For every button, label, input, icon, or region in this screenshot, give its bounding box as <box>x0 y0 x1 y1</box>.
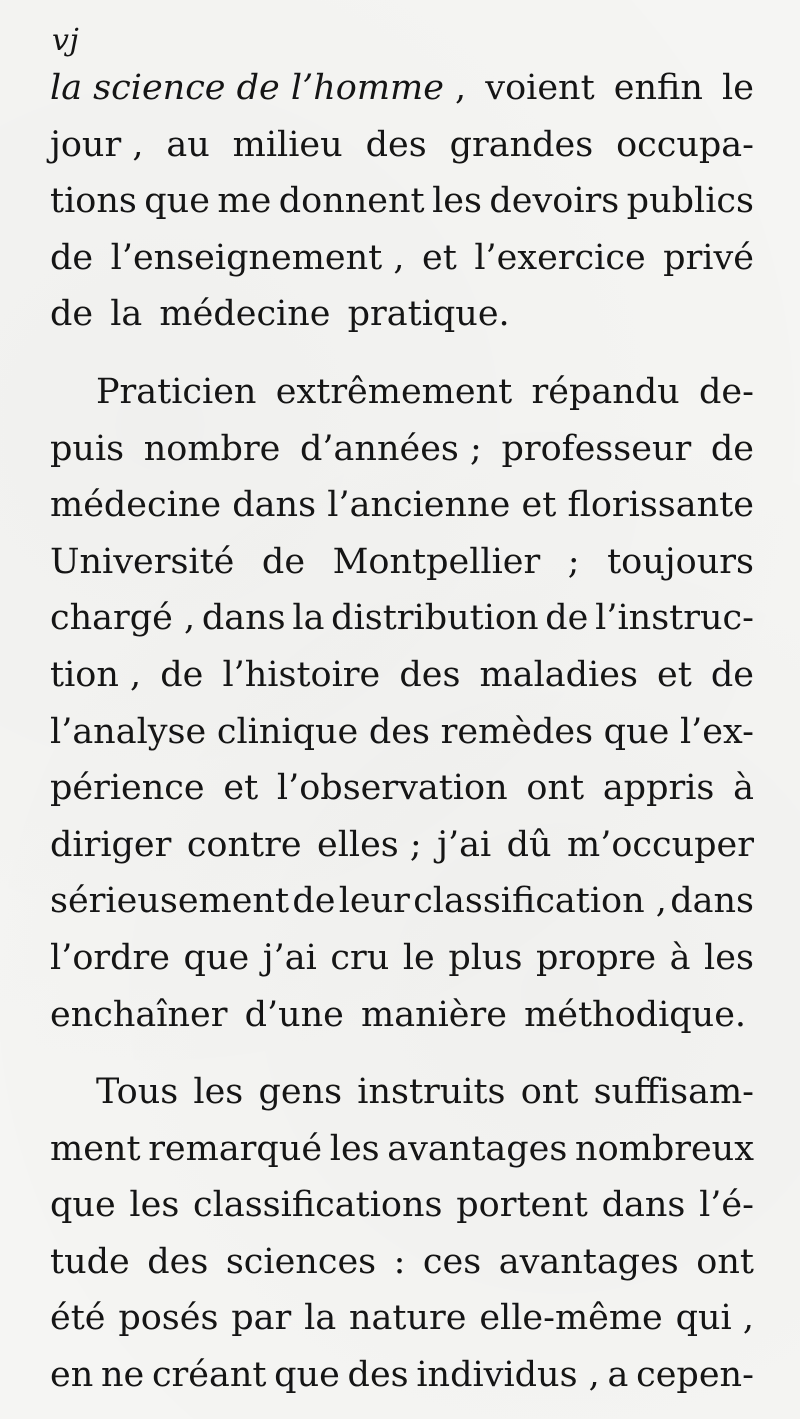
word: puis <box>50 428 125 469</box>
paragraph-gap <box>50 343 754 364</box>
word: avantages <box>387 1128 568 1169</box>
word: : <box>393 1241 406 1282</box>
word: dans <box>201 598 286 639</box>
word: ces <box>422 1241 482 1282</box>
word: et <box>422 237 457 278</box>
word: ont <box>696 1241 754 1282</box>
paragraph <box>50 60 754 343</box>
word: dans <box>601 1185 686 1226</box>
word: les <box>129 1185 180 1226</box>
word: au <box>166 124 210 165</box>
word: en <box>50 1355 94 1396</box>
word: que <box>50 1185 116 1226</box>
word: et <box>657 654 692 695</box>
word: nature <box>349 1298 467 1339</box>
word: de <box>50 237 94 278</box>
word: florissante <box>567 485 754 526</box>
word: elle-même <box>479 1298 663 1339</box>
word: qui , <box>675 1298 754 1339</box>
word: diriger <box>50 824 172 865</box>
word: les <box>193 1072 244 1113</box>
word: de <box>545 598 589 639</box>
word: périence <box>50 768 205 809</box>
word: des <box>147 1241 209 1282</box>
word: gens <box>258 1072 343 1113</box>
word: médecine <box>50 485 222 526</box>
word: des <box>399 654 461 695</box>
word: extrêmement <box>275 371 513 412</box>
word: répandu <box>531 371 680 412</box>
word: de- <box>699 371 754 412</box>
word: jour , <box>50 124 144 165</box>
word: tude <box>50 1241 130 1282</box>
word: et <box>521 485 557 526</box>
text-line <box>50 873 754 930</box>
word: a <box>607 1355 629 1396</box>
word: par <box>231 1298 292 1339</box>
word: devoirs <box>489 181 620 222</box>
word: cru <box>330 937 390 978</box>
word: grandes <box>449 124 594 165</box>
text-line <box>50 477 754 534</box>
word: des <box>365 124 427 165</box>
word: j’ai <box>437 824 492 865</box>
word: sciences <box>225 1241 377 1282</box>
word: instruits <box>357 1072 506 1113</box>
word: que <box>603 711 670 752</box>
word: ; <box>567 541 580 582</box>
text-line <box>50 1121 754 1178</box>
word: elles ; <box>316 824 422 865</box>
word: remèdes <box>440 711 594 752</box>
text-line <box>50 230 754 287</box>
word: Praticien <box>96 371 257 412</box>
word: contre <box>186 824 302 865</box>
text-line <box>50 421 754 478</box>
text-line <box>50 117 754 174</box>
text-line <box>50 817 754 874</box>
text-line <box>50 1064 754 1121</box>
word: ne <box>100 1355 145 1396</box>
word: de <box>261 541 306 582</box>
word: la science de l’homme , <box>50 68 467 108</box>
word: leur <box>338 881 410 922</box>
word: Tous <box>96 1072 179 1113</box>
word: que <box>274 1355 340 1396</box>
word: publics <box>626 181 754 222</box>
word: maladies <box>479 654 638 695</box>
word: classification , <box>413 881 667 922</box>
text-line <box>50 534 754 591</box>
text-line <box>50 647 754 704</box>
text-line <box>50 1177 754 1234</box>
text-line <box>50 590 754 647</box>
word: l’enseignement , <box>110 237 405 278</box>
text-line <box>50 987 754 1044</box>
word: Université <box>50 541 235 582</box>
word: la <box>292 598 325 639</box>
word: ont <box>526 768 585 809</box>
word: chargé , <box>50 598 196 639</box>
word: les <box>704 937 754 978</box>
word: cepen- <box>636 1355 754 1396</box>
text-line <box>50 60 754 117</box>
word: l’observation <box>276 768 508 809</box>
word: créant <box>151 1355 267 1396</box>
word: nombre <box>143 428 281 469</box>
word: les <box>329 1128 380 1169</box>
word: que <box>144 181 210 222</box>
word: milieu <box>232 124 343 165</box>
word: l’ancienne <box>327 485 511 526</box>
word: ment <box>50 1128 141 1169</box>
word: toujours <box>607 541 754 582</box>
word: l’é- <box>699 1185 754 1226</box>
word: enchaîner d’une manière méthodique. <box>50 994 747 1035</box>
text-line <box>50 930 754 987</box>
paragraph <box>50 364 754 1043</box>
word: individus , <box>416 1355 600 1396</box>
text-line <box>50 173 754 230</box>
word: tion , <box>50 654 142 695</box>
word: le <box>402 937 435 978</box>
word: l’analyse <box>50 711 207 752</box>
word: suffisam- <box>593 1072 754 1113</box>
word: professeur <box>501 428 692 469</box>
word: l’histoire <box>222 654 381 695</box>
word: de la médecine pratique. <box>50 294 510 335</box>
word: l’ex- <box>679 711 754 752</box>
word: nombreux <box>575 1128 754 1169</box>
word: appris <box>602 768 715 809</box>
word: le <box>722 68 754 108</box>
word: voient <box>485 68 595 108</box>
word: plus <box>448 937 523 978</box>
word: que <box>183 937 250 978</box>
word: sérieusement <box>50 881 290 922</box>
text-line <box>50 704 754 761</box>
word: donnent <box>278 181 425 222</box>
text-line <box>50 286 754 343</box>
word: d’années ; <box>300 428 482 469</box>
word: posés <box>118 1298 219 1339</box>
text-line <box>50 1234 754 1291</box>
word: à <box>733 768 754 809</box>
page-number: vj <box>52 23 80 58</box>
word: l’instruc- <box>595 598 754 639</box>
paragraph-gap <box>50 1043 754 1064</box>
word: de <box>710 428 754 469</box>
text-line <box>50 364 754 421</box>
word: avantages <box>498 1241 679 1282</box>
word: propre <box>535 937 657 978</box>
text-line <box>50 1347 754 1404</box>
word: ont <box>520 1072 579 1113</box>
word: distribution <box>331 598 539 639</box>
word: portent <box>456 1185 588 1226</box>
word: et <box>223 768 259 809</box>
word: Montpellier <box>332 541 541 582</box>
word: enfin <box>613 68 703 108</box>
text-line <box>50 1290 754 1347</box>
word: l’exercice <box>474 237 646 278</box>
word: la <box>304 1298 337 1339</box>
word: classifications <box>193 1185 443 1226</box>
paragraph <box>50 1064 754 1404</box>
word: dû <box>506 824 552 865</box>
word: été <box>50 1298 106 1339</box>
word: à <box>669 937 691 978</box>
word: clinique <box>216 711 359 752</box>
word: de <box>292 881 336 922</box>
word: de <box>160 654 204 695</box>
word: me <box>217 181 272 222</box>
word: m’occuper <box>567 824 754 865</box>
word: les <box>432 181 482 222</box>
word: remarqué <box>148 1128 323 1169</box>
text-line <box>50 760 754 817</box>
word: des <box>347 1355 409 1396</box>
word: dans <box>232 485 317 526</box>
word: tions <box>50 181 137 222</box>
word: j’ai <box>262 937 317 978</box>
word: l’ordre <box>50 937 170 978</box>
word: occupa- <box>616 124 754 165</box>
word: privé <box>663 237 754 278</box>
body-text <box>50 60 754 1404</box>
word: dans <box>670 881 754 922</box>
word: des <box>368 711 430 752</box>
word: de <box>710 654 754 695</box>
